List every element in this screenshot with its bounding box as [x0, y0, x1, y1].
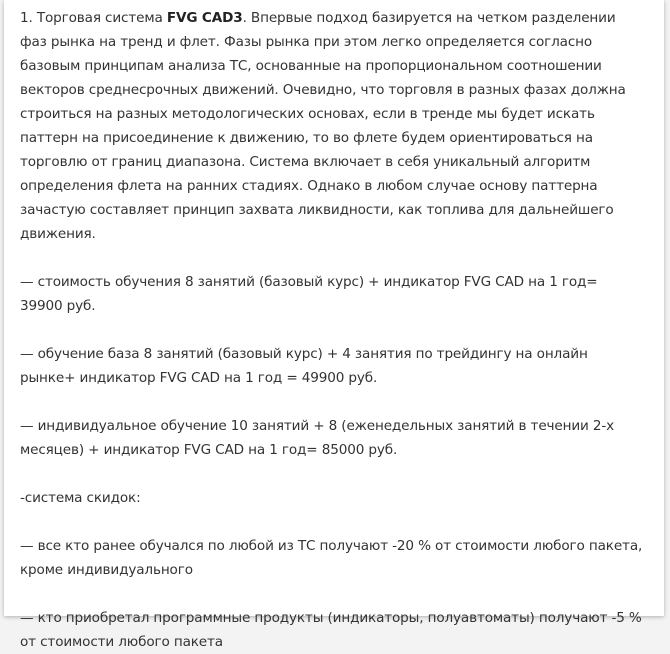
content-card	[4, 0, 664, 650]
intro-text: . Впервые подход базируется на четком разделении фаз рынка на тренд и флет. Фазы рынка при этом легко определяется согласно базовым принципам анализа ТС, основанные на пропорциональном соотношении векторов среднесрочных движений. Очевидно, что торговля в разных фазах должна строиться на разных методологических основах, если в тренде мы будет искать паттерн на присоединение к движению, то во флете будем ориентироваться на торговлю от границ диапазона. Система включает в себя уникальный алгоритм определения флета на ранних стадиях. Однако в любом случае основу паттерна зачастую составляет принцип захвата ликвидности, как топлива для дальнейшего движения.	[20, 10, 626, 242]
discounts-heading: -система скидок:	[20, 490, 141, 506]
discount-item: — кто приобретал программные продукты (индикаторы, полуавтоматы) получают -5 % от стоимости любого пакета	[20, 610, 642, 650]
discount-item: — все кто ранее обучался по любой из ТС получают -20 % от стоимости любого пакета, кроме индивидуального	[20, 538, 643, 578]
price-individual: — индивидуальное обучение 10 занятий + 8 (еженедельных занятий в течении 2-х месяцев) + индикатор FVG CAD на 1 год= 85000 руб.	[20, 418, 615, 458]
system-name: FVG CAD3	[166, 10, 243, 26]
price-basic: — стоимость обучения 8 занятий (базовый курс) + индикатор FVG CAD на 1 год= 39900 руб.	[20, 274, 598, 314]
intro-paragraph	[20, 6, 644, 246]
intro-prefix: 1. Торговая система	[20, 10, 167, 26]
price-extended: — обучение база 8 занятий (базовый курс) + 4 занятия по трейдингу на онлайн рынке+ индикатор FVG CAD на 1 год = 49900 руб.	[20, 346, 588, 386]
